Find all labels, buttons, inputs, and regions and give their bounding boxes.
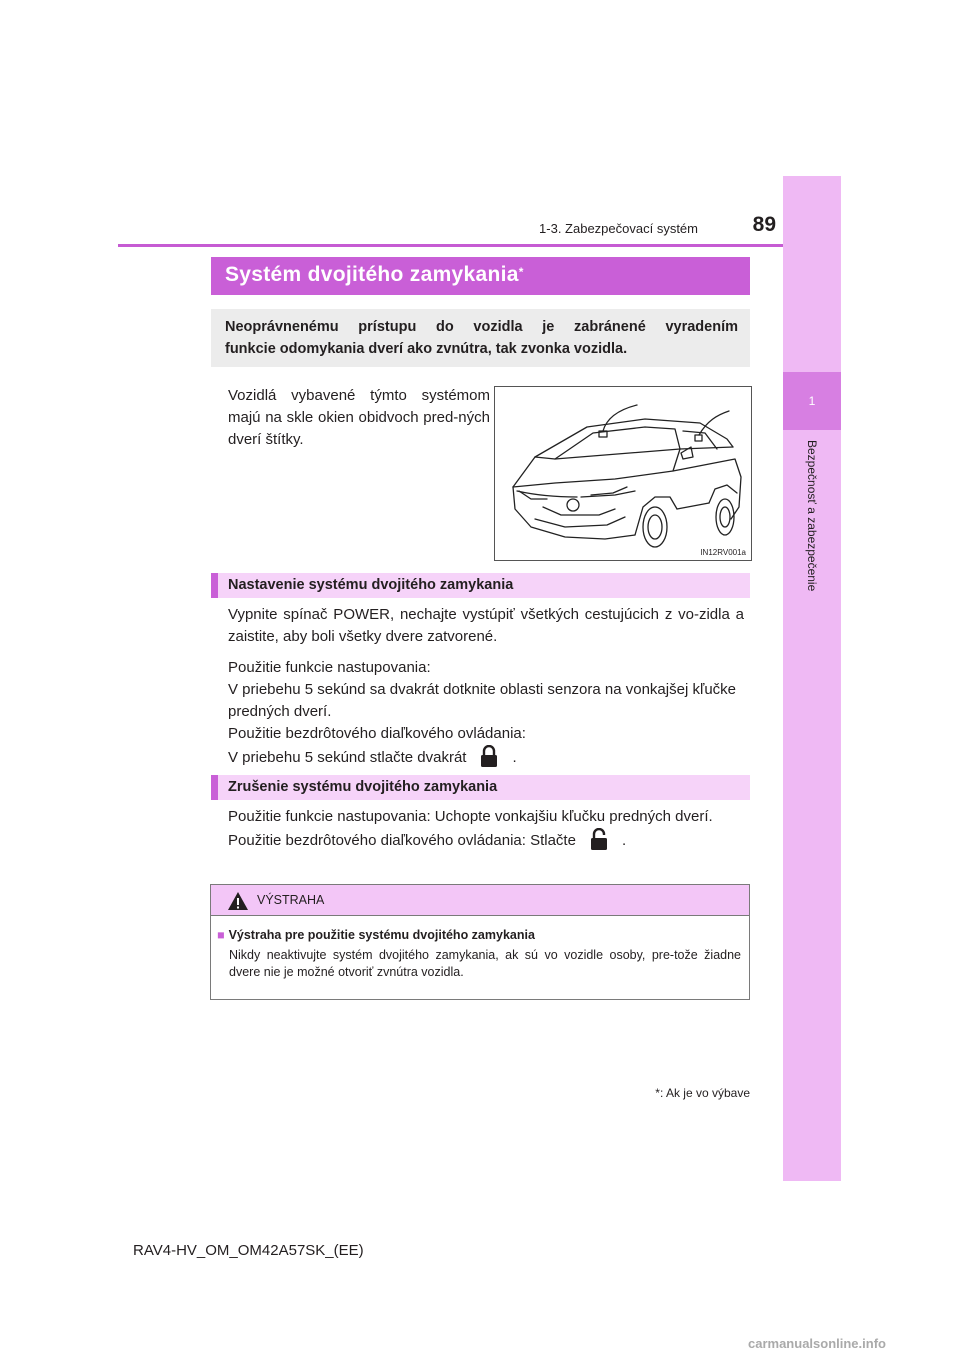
setting-line-3: Použitie bezdrôtového diaľkového ovládania: — [228, 725, 526, 742]
subheading-setting-text: Nastavenie systému dvojitého zamykania — [228, 577, 514, 593]
page-number: 89 — [752, 213, 776, 236]
lock-icon — [480, 745, 498, 767]
cancel-line-2 — [228, 828, 744, 852]
intro-line-1: Neoprávnenému prístupu do vozidla je zabránené vyradením — [225, 319, 738, 335]
header-rule — [118, 244, 783, 247]
warning-item-title — [217, 928, 535, 942]
warning-header — [211, 885, 749, 916]
cancel-line-2-end: . — [621, 832, 627, 849]
page-title-band — [211, 257, 750, 295]
subheading-cancel-text: Zrušenie systému dvojitého zamykania — [228, 779, 498, 795]
setting-line-4-end: . — [512, 749, 517, 766]
setting-line-4-text: V priebehu 5 sekúnd stlačte dvakrát — [228, 749, 467, 766]
chapter-number: 1 — [783, 372, 841, 430]
intro-box — [211, 309, 750, 367]
car-figure — [494, 386, 752, 561]
cancel-paragraph — [228, 806, 744, 852]
subheading-cancel — [211, 775, 750, 800]
page-title — [225, 263, 524, 287]
warning-box — [210, 884, 750, 1000]
setting-line-2: V priebehu 5 sekúnd sa dvakrát dotknite oblasti senzora na vonkajšej kľučke predných dverí. — [228, 681, 737, 720]
setting-paragraph-1: Vypnite spínač POWER, nechajte vystúpiť všetkých cestujúcich z vo-zidla a zaistite, aby boli všetky dvere zatvorené. — [228, 606, 744, 645]
chapter-title: Bezpečnosť a zabezpečenie — [805, 440, 819, 592]
page-title-text: Systém dvojitého zamykania — [225, 263, 519, 286]
subheading-setting — [211, 573, 750, 598]
car-illustration — [495, 387, 751, 560]
warning-item-text: Nikdy neaktivujte systém dvojitého zamykania, ak sú vo vozidle osoby, pre-tože žiadne dvere nie je možné otvoriť zvnútra vozidla. — [229, 948, 741, 979]
footnote-star: * — [518, 265, 524, 279]
setting-paragraph-2 — [228, 657, 744, 769]
intro-text — [225, 316, 738, 360]
unlock-icon — [590, 828, 608, 850]
watermark: carmanualsonline.info — [748, 1336, 886, 1351]
warning-triangle-icon — [227, 891, 249, 911]
cancel-line-2-text: Použitie bezdrôtového diaľkového ovládania: Stlačte — [228, 832, 576, 849]
warning-item-title-text: Výstraha pre použitie systému dvojitého zamykania — [228, 928, 535, 942]
figure-code: IN12RV001a — [700, 548, 746, 557]
setting-line-1: Použitie funkcie nastupovania: — [228, 659, 431, 676]
warning-label: VÝSTRAHA — [257, 893, 325, 907]
document-code: RAV4-HV_OM_OM42A57SK_(EE) — [133, 1242, 364, 1259]
cancel-line-1: Použitie funkcie nastupovania: Uchopte vonkajšiu kľučku predných dverí. — [228, 808, 713, 825]
footnote: *: Ak je vo výbave — [655, 1086, 750, 1100]
chapter-title-vertical — [783, 440, 841, 680]
warning-item-marker: ■ — [217, 928, 225, 942]
intro-line-2: funkcie odomykania dverí ako zvnútra, tak zvonka vozidla. — [225, 341, 628, 357]
setting-line-4 — [228, 745, 744, 769]
section-reference: 1-3. Zabezpečovací systém — [539, 221, 698, 236]
intro-paragraph: Vozidlá vybavené týmto systémom majú na skle okien obidvoch pred-ných dverí štítky. — [228, 387, 490, 448]
